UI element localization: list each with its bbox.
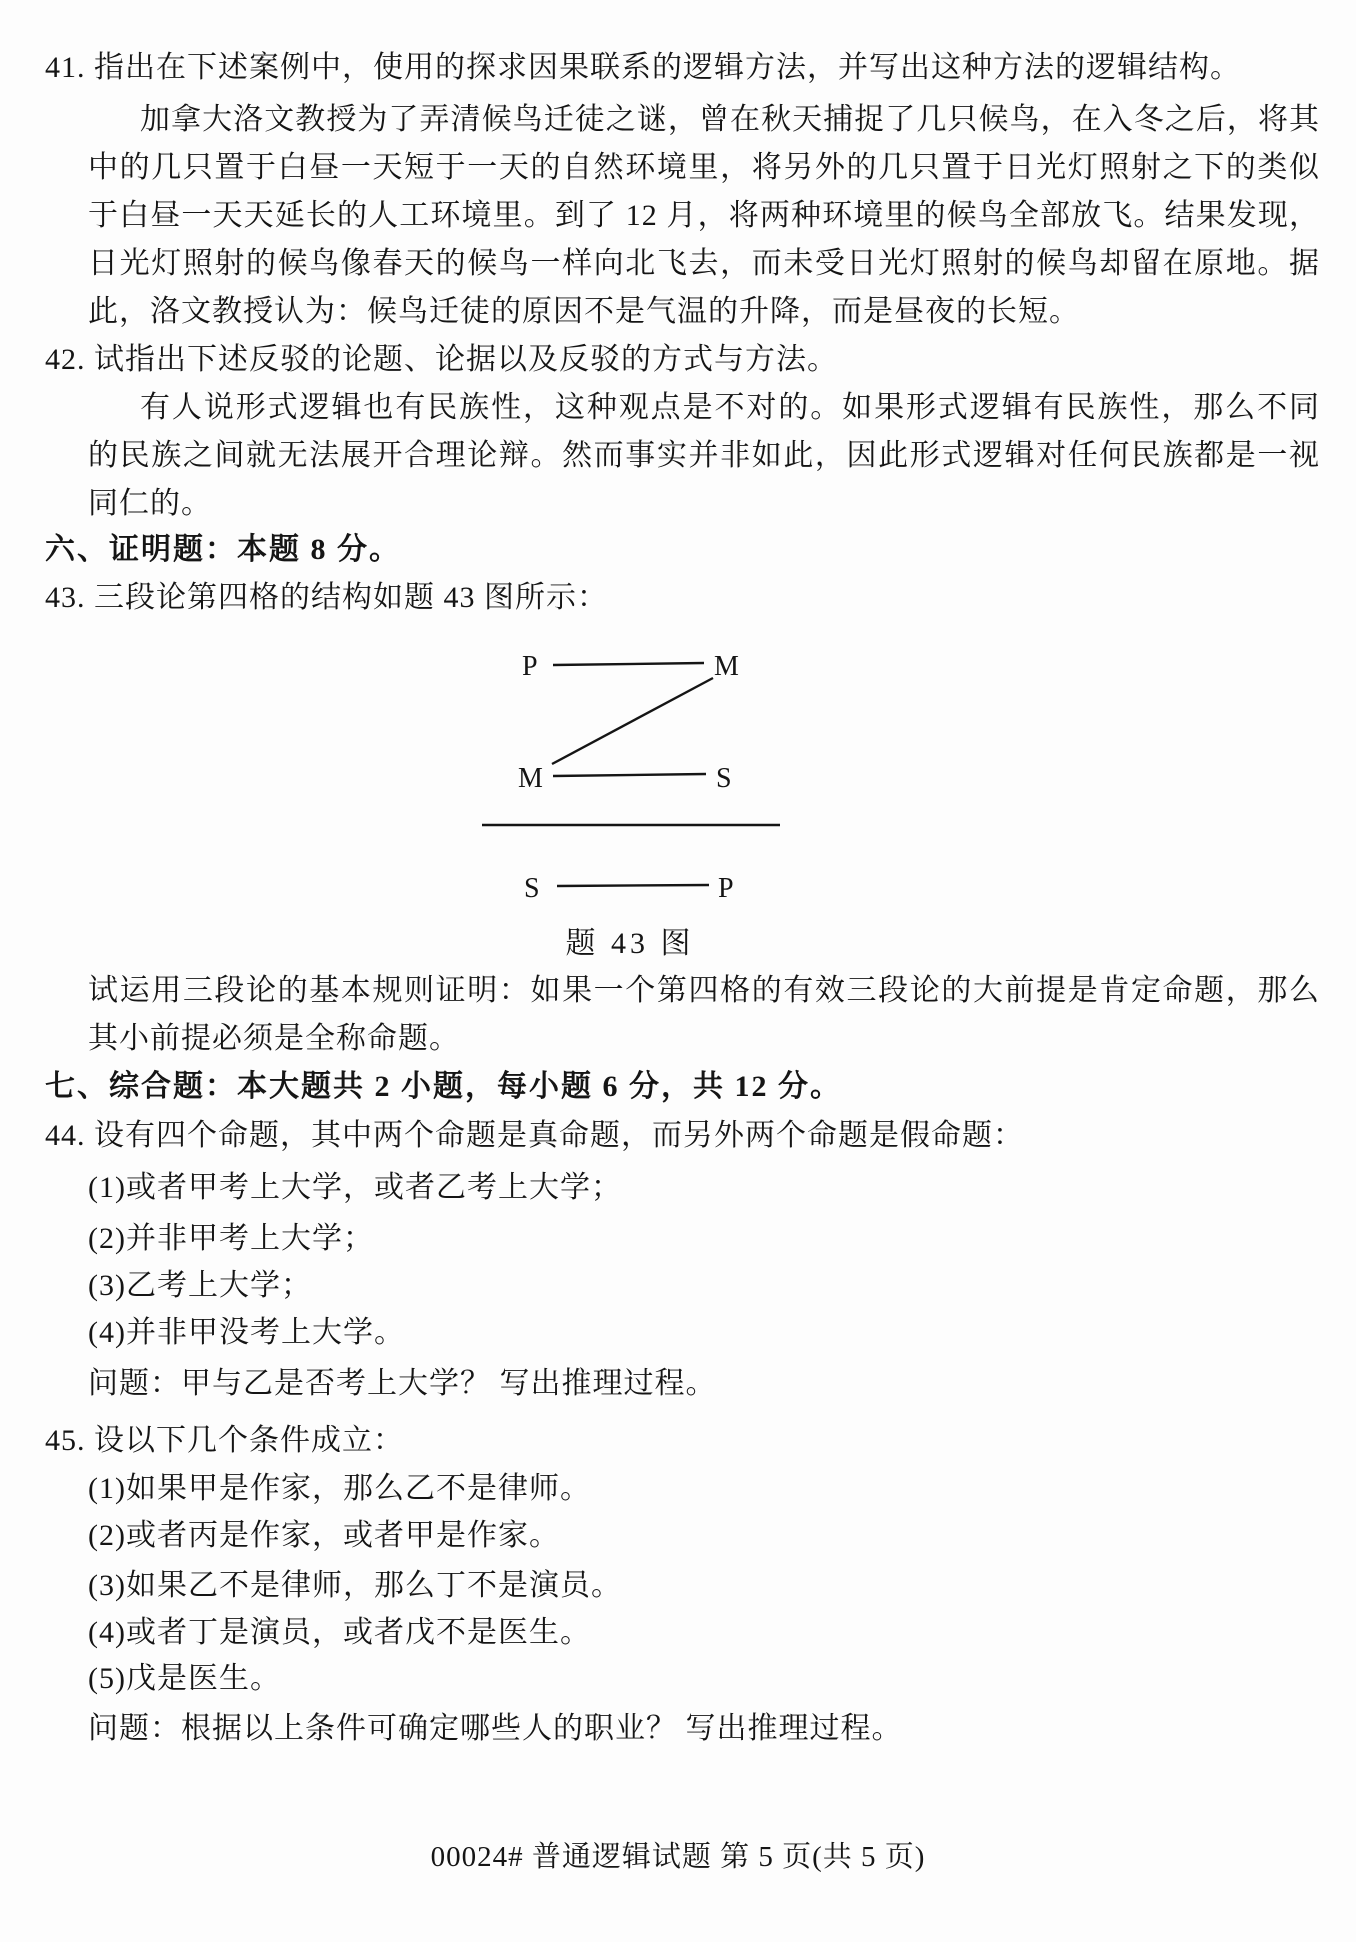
q45-condition-4: (4)或者丁是演员，或者戊不是医生。 <box>88 1616 591 1649</box>
figure-label-mid-right: S <box>716 763 732 794</box>
question-41: 41. 指出在下述案例中，使用的探求因果联系的逻辑方法，并写出这种方法的逻辑结构。 <box>45 51 1241 84</box>
q41-paragraph-line-4: 日光灯照射的候鸟像春天的候鸟一样向北飞去，而未受日光灯照射的候鸟却留在原地。据 <box>88 247 1320 280</box>
question-43: 43. 三段论第四格的结构如题 43 图所示： <box>45 581 608 614</box>
question-44: 44. 设有四个命题，其中两个命题是真命题，而另外两个命题是假命题： <box>45 1119 1024 1152</box>
q41-paragraph-line-1: 加拿大洛文教授为了弄清候鸟迁徒之谜，曾在秋天捕捉了几只候鸟，在入冬之后，将其 <box>140 103 1320 136</box>
figure-label-top-left: P <box>522 651 538 682</box>
syllogism-figure-4-diagram <box>420 628 840 918</box>
q44-premise-2: (2)并非甲考上大学； <box>88 1222 374 1255</box>
q44-premise-3: (3)乙考上大学； <box>88 1269 312 1302</box>
figure-label-top-right: M <box>714 651 739 682</box>
figure-label-bottom-right: P <box>718 873 734 904</box>
q45-condition-2: (2)或者丙是作家，或者甲是作家。 <box>88 1519 560 1552</box>
q42-paragraph-line-3: 同仁的。 <box>88 487 212 520</box>
q43-instruction-line-2: 其小前提必须是全称命题。 <box>88 1022 460 1055</box>
figure-label-mid-left: M <box>518 763 543 794</box>
conclusion-line <box>557 885 709 886</box>
section-7-heading: 七、综合题：本大题共 2 小题，每小题 6 分，共 12 分。 <box>45 1070 842 1103</box>
q41-paragraph-line-5: 此，洛文教授认为：候鸟迁徒的原因不是气温的升降，而是昼夜的长短。 <box>88 295 1080 328</box>
section-6-heading: 六、证明题：本题 8 分。 <box>45 533 401 566</box>
q45-condition-1: (1)如果甲是作家，那么乙不是律师。 <box>88 1472 591 1505</box>
q45-question: 问题：根据以上条件可确定哪些人的职业？ 写出推理过程。 <box>88 1712 903 1745</box>
q41-paragraph-line-2: 中的几只置于白昼一天短于一天的自然环境里，将另外的几只置于日光灯照射之下的类似 <box>88 151 1320 184</box>
q42-paragraph-line-1: 有人说形式逻辑也有民族性，这种观点是不对的。如果形式逻辑有民族性，那么不同 <box>140 391 1320 424</box>
middle-term-diagonal <box>552 678 713 764</box>
premise-line-middle <box>553 774 706 776</box>
figure-caption: 题 43 图 <box>565 927 695 960</box>
q45-condition-5: (5)戊是医生。 <box>88 1662 281 1695</box>
q41-paragraph-line-3: 于白昼一天天延长的人工环境里。到了 12 月，将两种环境里的候鸟全部放飞。结果发现， <box>88 199 1320 232</box>
q44-premise-1: (1)或者甲考上大学，或者乙考上大学； <box>88 1171 622 1204</box>
question-45: 45. 设以下几个条件成立： <box>45 1424 404 1457</box>
figure-label-bottom-left: S <box>524 873 540 904</box>
question-42: 42. 试指出下述反驳的论题、论据以及反驳的方式与方法。 <box>45 343 838 376</box>
page-footer: 00024# 普通逻辑试题 第 5 页(共 5 页) <box>430 1841 926 1873</box>
q43-instruction-line-1: 试运用三段论的基本规则证明：如果一个第四格的有效三段论的大前提是肯定命题，那么 <box>88 974 1320 1007</box>
q44-premise-4: (4)并非甲没考上大学。 <box>88 1316 405 1349</box>
premise-line-top <box>553 663 704 665</box>
q42-paragraph-line-2: 的民族之间就无法展开合理论辩。然而事实并非如此，因此形式逻辑对任何民族都是一视 <box>88 439 1320 472</box>
q44-question: 问题：甲与乙是否考上大学？ 写出推理过程。 <box>88 1367 717 1400</box>
q45-condition-3: (3)如果乙不是律师，那么丁不是演员。 <box>88 1569 622 1602</box>
